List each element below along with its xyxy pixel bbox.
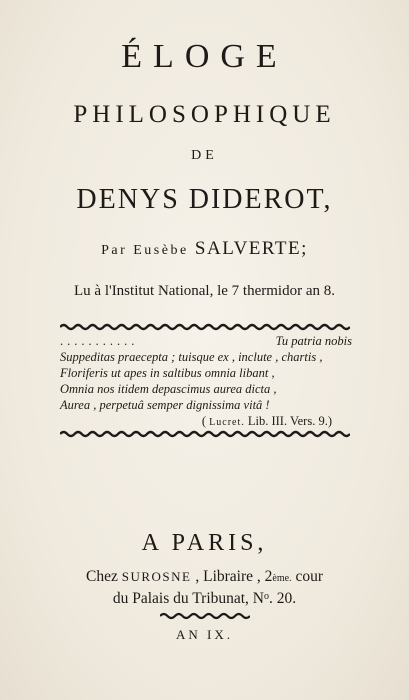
citation-author: Lucret. [209,417,245,428]
epigraph-line-1: Suppeditas praecepta ; tuisque ex , inclute , chartis , [60,350,323,364]
address-end: . 20. [269,590,297,607]
epigraph-line-2: Floriferis ut apes in saltibus omnia libant , [60,366,275,380]
citation-open: ( [201,414,207,428]
author-name: SALVERTE; [194,238,308,259]
author-line [0,238,409,260]
address-no-superscript: o [264,591,269,602]
imprint-address-line [0,590,409,608]
title-subject: DENYS DIDEROT, [76,184,333,215]
address-number: 2 [264,568,273,585]
epigraph-line-0 [60,333,352,349]
epigraph-citation [60,413,352,431]
title-eloge: ÉLOGE [121,38,288,75]
publisher-name: SUROSNE [121,569,192,584]
imprint-publisher-line [0,568,409,586]
address-rest: cour [295,568,323,585]
epigraph-dots: ........... [60,334,139,348]
epigraph [60,333,352,431]
ornamental-rule-top [60,323,350,331]
epigraph-line-4: Aurea , perpetuâ semper dignissima vitâ ! [60,398,270,412]
title-philosophique: PHILOSOPHIQUE [73,101,336,128]
address-main: du Palais du Tribunat, N [112,590,264,607]
epigraph-line0-text: Tu patria nobis [275,334,352,348]
ornamental-rule-bottom [60,430,350,438]
author-prefix: Par Eusèbe [101,243,189,258]
ornament-short-rule [160,612,250,620]
imprint-year: AN IX. [176,627,233,642]
address-superscript: ème. [272,573,292,584]
publisher-prefix: Chez [86,568,118,585]
title-de: DE [191,148,218,163]
imprint-city: A PARIS, [141,530,268,556]
reading-note: Lu à l'Institut National, le 7 thermidor an 8. [74,283,335,299]
epigraph-line-3: Omnia nos itidem depascimus aurea dicta , [60,382,277,396]
citation-reference: Lib. III. Vers. 9.) [247,414,332,428]
publisher-rest: , Libraire , [195,568,261,585]
